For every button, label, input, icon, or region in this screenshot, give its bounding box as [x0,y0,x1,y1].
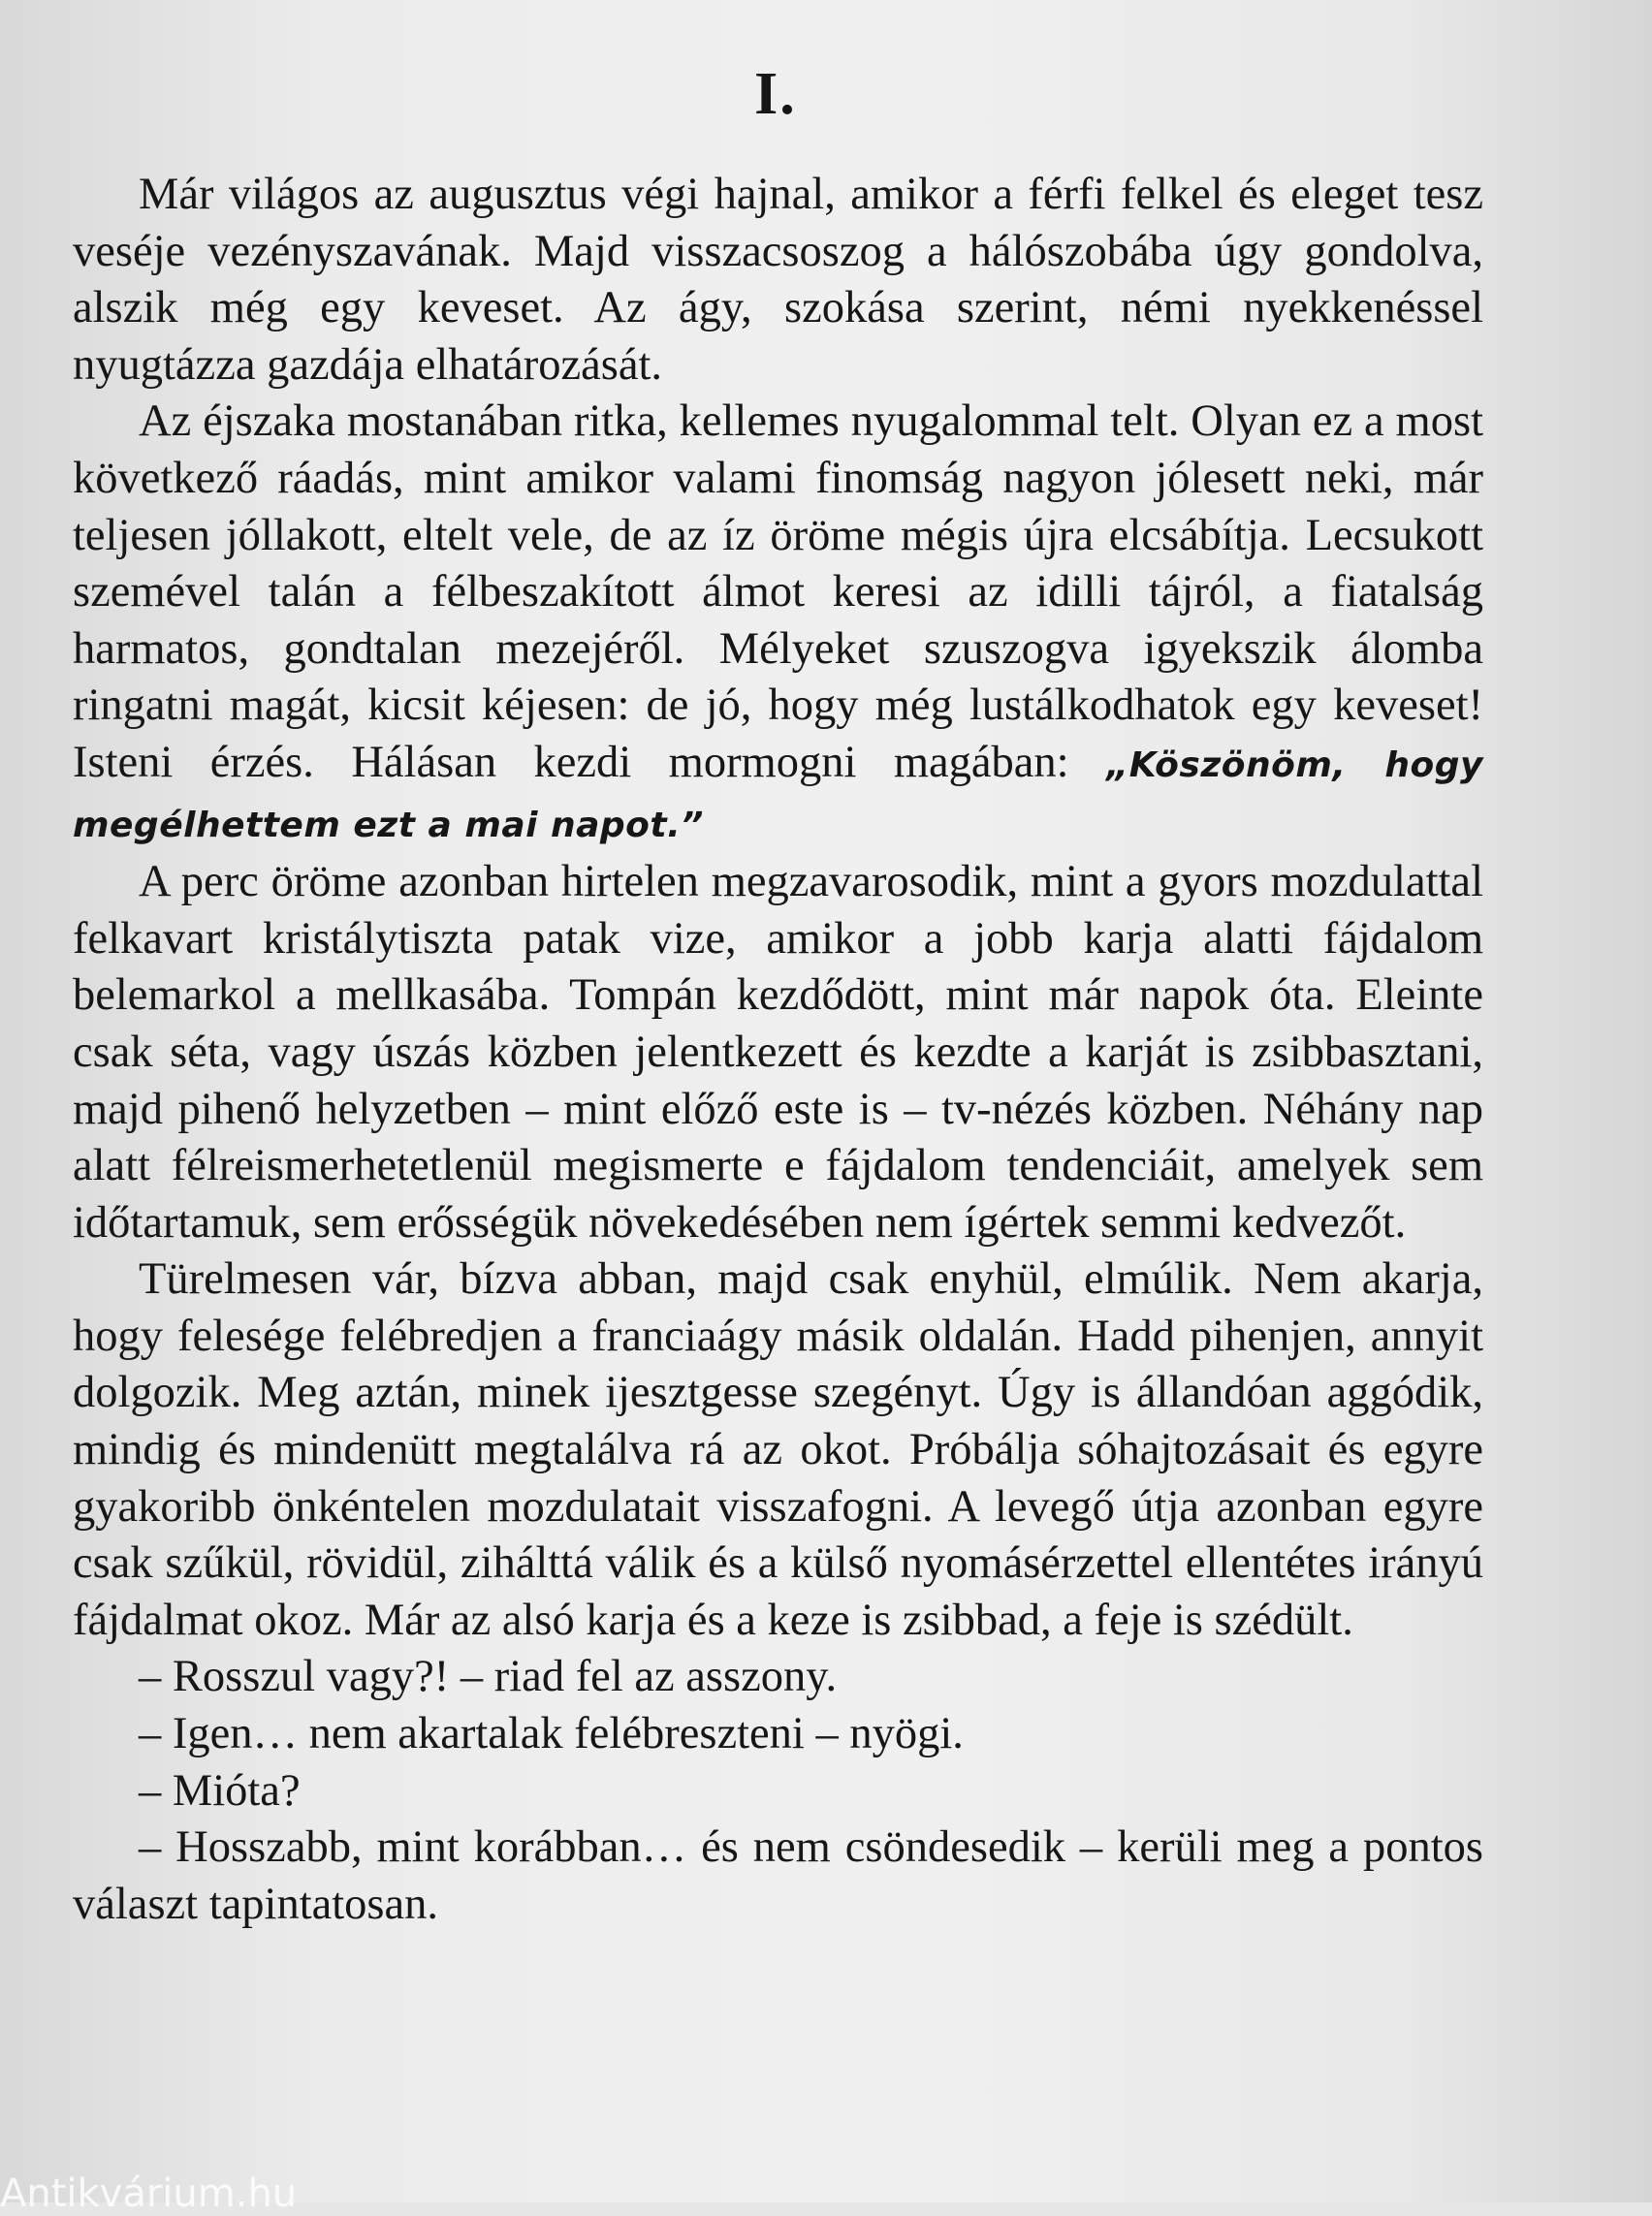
dialogue-line-3: – Mióta? [139,1765,301,1816]
paragraph-4: Türelmesen vár, bízva abban, majd csak enyhül, elmúlik. Nem akarja, hogy felesége felébredjen a franciaágy másik oldalán. Hadd pihenjen, annyit dolgozik. Meg aztán, minek ijesztgesse szegényt. Úgy is állandóan aggódik, mindig és mindenütt megtalálva rá az okot. Próbálja sóhajtozásait és egyre gyakoribb önkéntelen mozdulatait visszafogni. A levegő útja azonban egyre csak szűkül, rövidül, zihálttá válik és a külső nyomásérzettel ellentétes irányú fájdalmat okoz. Már az alsó karja és a keze is zsibbad, a feje is szédült. [73,1254,1483,1645]
dialogue-line-4: – Hosszabb, mint korábban… és nem csöndesedik – kerüli meg a pontos választ tapintatosan. [73,1822,1483,1929]
watermark: Antikvárium.hu [0,2171,298,2216]
chapter-body [73,167,1483,1933]
paragraph-3: A perc öröme azonban hirtelen megzavarosodik, mint a gyors mozdulattal felkavart kristálytiszta patak vize, amikor a jobb karja alatti fájdalom belemarkol a mellkasába. Tompán kezdődött, mint már napok óta. Eleinte csak séta, vagy úszás közben jelentkezett és kezdte a karját is zsibbasztani, majd pihenő helyzetben – mint előző este is – tv-nézés közben. Néhány nap alatt félreismerhetetlenül megismerte e fájdalom tendenciáit, amelyek sem időtartamuk, sem erősségük növekedésében nem ígértek semmi kedvezőt. [73,857,1483,1248]
dialogue-line-2: – Igen… nem akartalak felébreszteni – nyögi. [139,1709,964,1759]
paragraph-1: Már világos az augusztus végi hajnal, amikor a férfi felkel és eleget tesz veséje vezényszavának. Majd visszacsoszog a hálószobába úgy gondolva, alszik még egy keveset. Az ágy, szokása szerint, némi nyekkenéssel nyugtázza gazdája elhatározását. [73,170,1483,390]
paragraph-2 [73,394,1483,854]
dialogue-line-1: – Rosszul vagy?! – riad fel az asszony. [139,1652,838,1702]
chapter-title: I. [754,60,797,127]
handwritten-quote: „Köszönöm, hogy megélhettem ezt a mai napot.” [73,744,1484,845]
paragraph-2-text: Az éjszaka mostanában ritka, kellemes nyugalommal telt. Olyan ez a most következő ráadás, mint amikor valami finomság nagyon jólesett neki, már teljesen jóllakott, eltelt vele, de az íz öröme mégis újra elcsábítja. Lecsukott szemével talán a félbeszakított álmot keresi az idilli tájról, a fiatalság harmatos, gondtalan mezejéről. Mélyeket szuszogva igyekszik álomba ringatni magát, kicsit kéjesen: de jó, hogy még lustálkodhatok egy keveset! Isteni érzés. Hálásan kezdi mormogni magában: [73,396,1483,787]
